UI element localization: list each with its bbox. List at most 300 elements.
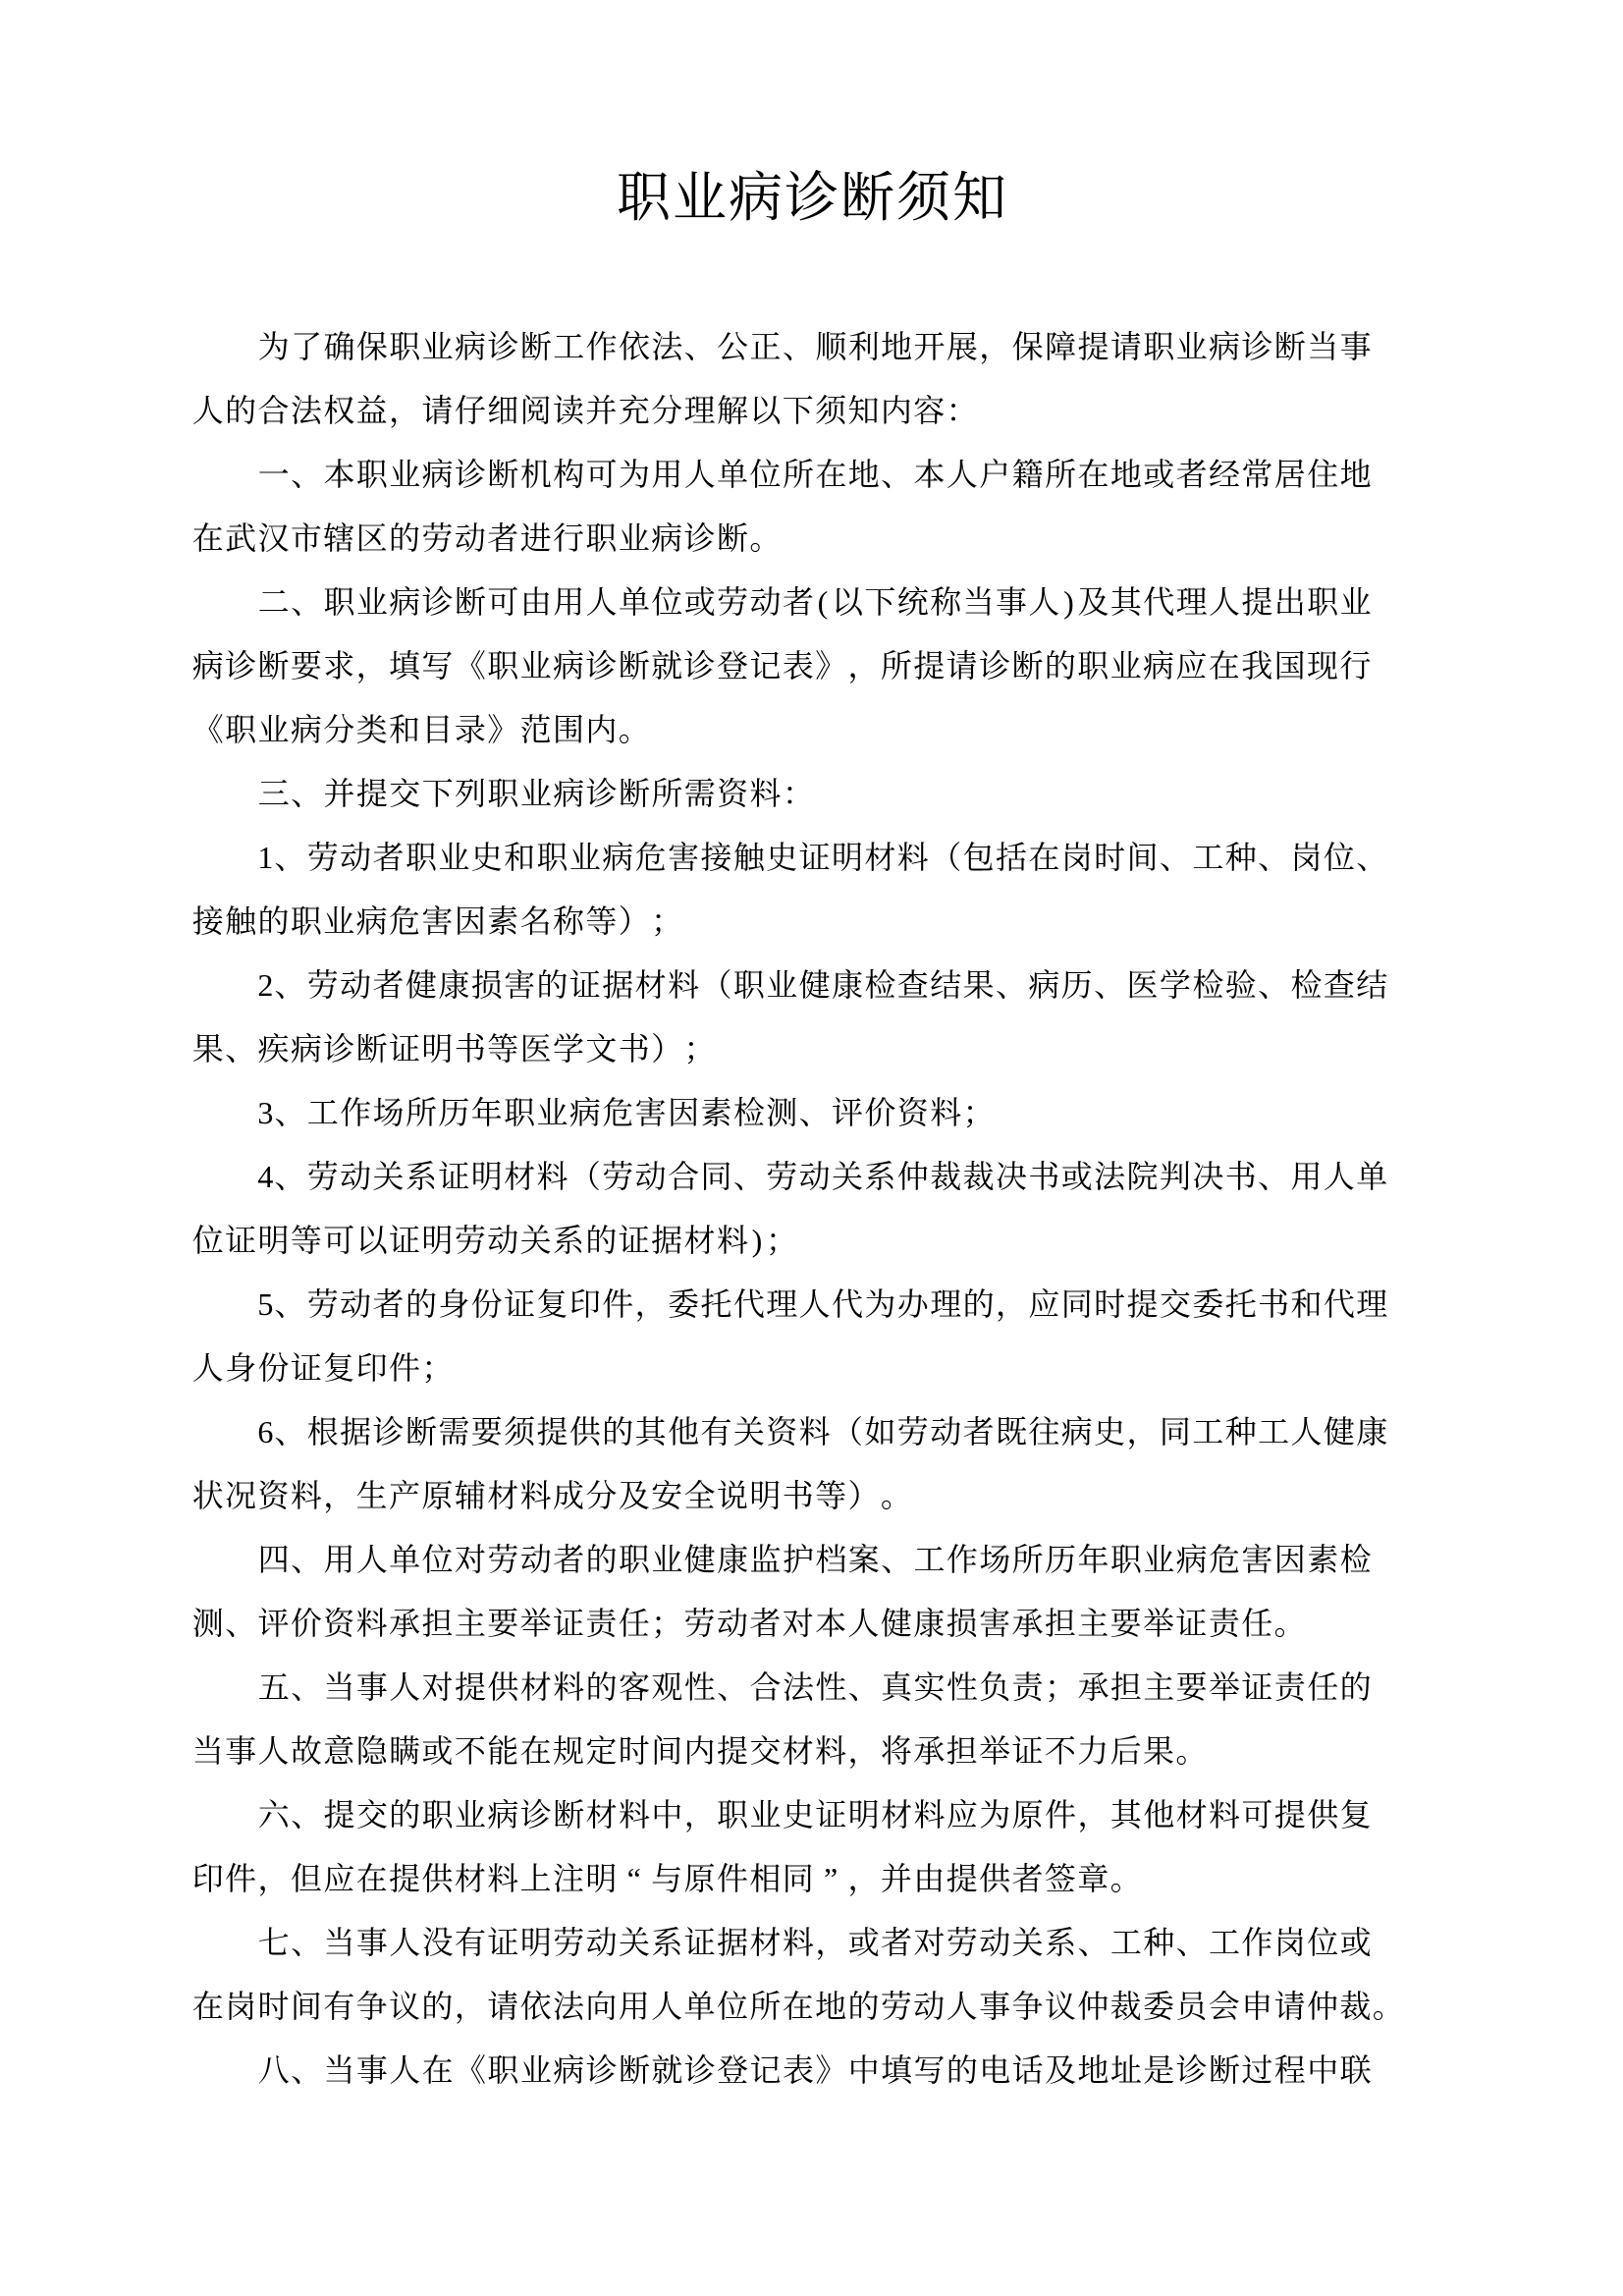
char-glyph: 仲 (896, 1159, 929, 1194)
char-glyph: 合 (257, 393, 290, 428)
char-glyph: 和 (389, 712, 421, 747)
char-glyph: 害 (634, 1095, 667, 1130)
char-glyph: 明 (421, 1223, 454, 1258)
text-line (191, 379, 1373, 443)
char-glyph: 者 (553, 1542, 585, 1577)
char-glyph: 据 (717, 1925, 749, 1960)
char-glyph: 劳 (421, 520, 454, 556)
char-glyph: ： (782, 776, 814, 811)
char-glyph: 业 (1175, 329, 1208, 364)
char-glyph: 请 (1273, 1989, 1306, 2024)
char-glyph: 是 (1143, 2052, 1175, 2088)
char-glyph: 全 (683, 1478, 716, 1513)
char-glyph: 2 (257, 967, 274, 1003)
char-glyph: 劳 (306, 1286, 339, 1322)
char-glyph: 、 (1258, 840, 1290, 875)
char-glyph: 资 (766, 1414, 798, 1449)
char-glyph: 在 (519, 1733, 552, 1769)
char-glyph: 当 (323, 1925, 355, 1960)
text-line (191, 1273, 1388, 1337)
char-glyph: 者 (749, 1606, 782, 1641)
char-glyph: 但 (290, 1861, 322, 1896)
char-glyph: 或 (421, 1733, 454, 1769)
char-glyph: 料 (519, 1478, 552, 1513)
char-glyph: 提 (1241, 584, 1273, 620)
char-glyph: 因 (668, 1095, 700, 1130)
char-glyph: 证 (798, 840, 831, 875)
char-glyph: 医 (519, 1031, 552, 1066)
char-glyph: ； (1045, 1669, 1077, 1705)
char-glyph: 关 (1011, 1925, 1044, 1960)
char-glyph: 印 (191, 1861, 224, 1896)
char-glyph: 提 (455, 1669, 487, 1705)
char-glyph: 和 (1290, 1286, 1323, 1322)
char-glyph: 》 (487, 712, 519, 747)
char-glyph: 作 (946, 1542, 978, 1577)
char-glyph: 户 (979, 457, 1011, 492)
char-glyph: 工 (553, 329, 585, 364)
char-glyph: 提 (536, 1414, 568, 1449)
char-glyph: 职 (536, 840, 568, 875)
char-glyph: 职 (1109, 1542, 1142, 1577)
char-glyph: 并 (585, 393, 618, 428)
text-line (191, 1337, 1373, 1400)
char-glyph: 辅 (454, 1478, 486, 1513)
char-glyph: 人 (191, 1350, 224, 1386)
char-glyph: 、 (798, 1095, 831, 1130)
char-glyph: 业 (519, 776, 552, 811)
char-glyph: 危 (389, 903, 421, 939)
char-glyph: 者 (782, 584, 814, 620)
char-glyph: 居 (1273, 457, 1306, 492)
char-glyph: 明 (585, 1861, 618, 1896)
text-line (191, 1145, 1388, 1209)
char-glyph: 用 (323, 1542, 355, 1577)
char-glyph: 在 (191, 520, 224, 556)
char-glyph: 。 (618, 712, 650, 747)
char-glyph: 评 (832, 1095, 864, 1130)
char-glyph: 规 (552, 1733, 584, 1769)
char-glyph: 、 (1159, 840, 1191, 875)
char-glyph: 请 (1109, 329, 1142, 364)
char-glyph: 劳 (717, 584, 749, 620)
char-glyph: 向 (585, 1989, 618, 2024)
char-glyph: 历 (438, 1095, 470, 1130)
char-glyph: 的 (389, 1797, 421, 1832)
char-glyph: 真 (881, 1669, 913, 1705)
char-glyph: 果 (191, 1031, 224, 1066)
char-glyph: 机 (519, 457, 552, 492)
char-glyph: 诊 (421, 584, 454, 620)
char-glyph: 人 (946, 1989, 978, 2024)
char-glyph: 诊 (683, 2052, 716, 2088)
char-glyph: 损 (946, 1606, 978, 1641)
char-glyph: 明 (847, 1797, 880, 1832)
char-glyph: 病 (1175, 1542, 1208, 1577)
char-glyph: 间 (290, 1989, 322, 2024)
char-glyph: 价 (290, 1606, 322, 1641)
char-glyph: 定 (585, 1733, 618, 1769)
char-glyph: 危 (1209, 1542, 1241, 1577)
char-glyph: 供 (568, 1414, 601, 1449)
char-glyph: 他 (668, 1414, 700, 1449)
char-glyph: 病 (728, 168, 783, 228)
char-glyph: 、 (274, 840, 306, 875)
char-glyph: 素 (487, 903, 519, 939)
char-glyph: 病 (290, 712, 322, 747)
char-glyph: 人 (191, 393, 224, 428)
char-glyph: 所 (782, 457, 814, 492)
char-glyph: 等 (815, 1478, 847, 1513)
char-glyph: 断 (716, 520, 748, 556)
char-glyph: 举 (979, 1733, 1011, 1769)
char-glyph: 了 (291, 329, 323, 364)
char-glyph: 合 (668, 1159, 700, 1194)
text-line (191, 1911, 1373, 1975)
char-glyph: 有 (455, 1925, 487, 1960)
char-glyph: ： (946, 393, 978, 428)
char-glyph: ； (962, 1095, 995, 1130)
char-glyph: 人 (651, 1989, 683, 2024)
char-glyph: 业 (438, 840, 470, 875)
char-glyph: 明 (421, 1031, 454, 1066)
char-glyph: 可 (323, 1223, 355, 1258)
char-glyph: 的 (225, 393, 257, 428)
char-glyph: 任 (618, 1606, 650, 1641)
text-line (191, 507, 1373, 571)
text-line (191, 1400, 1388, 1464)
char-glyph: 证 (225, 1223, 257, 1258)
char-glyph: 四 (257, 1542, 290, 1577)
char-glyph: 分 (323, 712, 355, 747)
char-glyph: 记 (749, 2052, 782, 2088)
char-glyph: ， (257, 1861, 290, 1896)
char-glyph: 其 (1109, 584, 1142, 620)
char-glyph: 、 (1077, 1925, 1109, 1960)
char-glyph: 劳 (306, 1159, 339, 1194)
char-glyph: 当 (323, 1669, 355, 1705)
char-glyph: 诊 (372, 1414, 405, 1449)
char-glyph: 明 (832, 840, 864, 875)
char-glyph: 书 (1224, 1159, 1257, 1194)
char-glyph: 、 (1258, 1159, 1290, 1194)
char-glyph: 价 (864, 1095, 896, 1130)
char-glyph: 的 (405, 1286, 437, 1322)
char-glyph: 的 (257, 903, 290, 939)
char-glyph: 知 (951, 168, 1006, 228)
char-glyph: 位 (421, 1542, 454, 1577)
char-glyph: 触 (225, 903, 257, 939)
char-glyph: 、 (225, 1031, 257, 1066)
char-glyph: 位 (716, 1989, 748, 2024)
char-glyph: 学 (1159, 967, 1191, 1003)
char-glyph: 益 (355, 393, 388, 428)
char-glyph: 时 (1094, 1286, 1126, 1322)
char-glyph: 业 (749, 1797, 782, 1832)
char-glyph: 断 (1011, 648, 1044, 683)
char-glyph: 仲 (1077, 1989, 1109, 2024)
char-glyph: 据 (651, 1223, 683, 1258)
char-glyph: 印 (355, 1350, 388, 1386)
char-glyph: 六 (257, 1797, 290, 1832)
char-glyph: 主 (1143, 1669, 1175, 1705)
char-glyph: （ (700, 967, 732, 1003)
char-glyph: 历 (1045, 1542, 1077, 1577)
text-line (191, 315, 1373, 379)
char-glyph: 劳 (487, 1542, 519, 1577)
char-glyph: 性 (683, 1669, 716, 1705)
char-glyph: 诊 (979, 648, 1011, 683)
char-glyph: 事 (225, 1733, 257, 1769)
char-glyph: 位 (1323, 840, 1355, 875)
char-glyph: 称 (552, 903, 584, 939)
char-glyph: 料 (355, 1606, 388, 1641)
char-glyph: 并 (880, 1861, 912, 1896)
char-glyph: 供 (487, 1669, 519, 1705)
char-glyph: 办 (896, 1286, 929, 1322)
char-glyph: 料 (1209, 1797, 1241, 1832)
char-glyph: 素 (700, 1095, 732, 1130)
char-glyph: 主 (1077, 1606, 1109, 1641)
char-glyph: 动 (585, 1925, 618, 1960)
char-glyph: 等 (290, 1223, 322, 1258)
text-line (191, 1847, 1373, 1911)
char-glyph: 者 (487, 520, 519, 556)
char-glyph: 断 (519, 329, 552, 364)
char-glyph: 法 (552, 1989, 584, 2024)
char-glyph: 职 (616, 168, 671, 228)
char-glyph: ) (751, 1223, 763, 1258)
char-glyph: “ (626, 1861, 641, 1896)
char-glyph: 须 (815, 393, 847, 428)
char-glyph: 和 (504, 840, 536, 875)
char-glyph: 正 (749, 329, 782, 364)
char-glyph: 七 (257, 1925, 290, 1960)
char-glyph: 同 (782, 1861, 814, 1896)
char-glyph: （ (832, 1414, 864, 1449)
char-glyph: 劳 (306, 840, 339, 875)
char-glyph: 业 (568, 840, 601, 875)
char-glyph: 承 (1077, 1669, 1109, 1705)
char-glyph: 资 (257, 1478, 290, 1513)
char-glyph: 料 (815, 1733, 847, 1769)
char-glyph: 所 (1011, 1542, 1044, 1577)
char-glyph: 有 (700, 1414, 732, 1449)
char-glyph: 举 (519, 1606, 552, 1641)
char-glyph: 裁 (930, 1159, 962, 1194)
char-glyph: 料 (913, 1797, 946, 1832)
char-glyph: 分 (585, 1478, 618, 1513)
char-glyph: 岗 (1060, 840, 1093, 875)
char-glyph: 对 (782, 1606, 814, 1641)
char-glyph: 目 (421, 712, 454, 747)
char-glyph: 由 (519, 584, 552, 620)
char-glyph: 岗 (225, 1989, 257, 2024)
char-glyph: 案 (847, 1542, 880, 1577)
char-glyph: 武 (225, 520, 257, 556)
char-glyph: 。 (1372, 1989, 1404, 2024)
char-glyph: 责 (1208, 1606, 1240, 1641)
char-glyph: 况 (225, 1478, 257, 1513)
char-glyph: 意 (323, 1733, 355, 1769)
char-glyph: 查 (896, 967, 929, 1003)
char-glyph: 裁 (962, 1159, 995, 1194)
char-glyph: 二 (257, 584, 290, 620)
char-glyph: 其 (634, 1414, 667, 1449)
char-glyph: ， (847, 1733, 880, 1769)
char-glyph: 劳 (306, 967, 339, 1003)
char-glyph: 。 (1273, 1606, 1306, 1641)
char-glyph: 职 (618, 1542, 650, 1577)
char-glyph: 业 (355, 584, 388, 620)
char-glyph: 病 (487, 1797, 519, 1832)
char-glyph: 原 (1011, 1797, 1044, 1832)
char-glyph: 、 (291, 1669, 323, 1705)
char-glyph: 内 (683, 1733, 716, 1769)
char-glyph: 在 (815, 457, 847, 492)
char-glyph: 动 (340, 840, 372, 875)
char-glyph: 、 (274, 1159, 306, 1194)
char-glyph: 危 (602, 1095, 634, 1130)
char-glyph: 件 (716, 1861, 748, 1896)
char-glyph: 利 (847, 329, 880, 364)
char-glyph: （ (568, 1159, 601, 1194)
char-glyph: 提 (1126, 1286, 1159, 1322)
char-glyph: 材 (519, 1669, 552, 1705)
char-glyph: 职 (717, 1797, 749, 1832)
char-glyph: 任 (1241, 1606, 1273, 1641)
char-glyph: 历 (1060, 967, 1093, 1003)
char-glyph: 、 (881, 1542, 913, 1577)
char-glyph: ， (815, 1925, 847, 1960)
char-glyph: 求 (323, 648, 355, 683)
char-glyph: 病 (1028, 967, 1060, 1003)
char-glyph: 料 (798, 1414, 831, 1449)
char-glyph: 动 (749, 584, 782, 620)
char-glyph: 动 (454, 520, 486, 556)
char-glyph: 证 (815, 1797, 847, 1832)
char-glyph: 生 (355, 1478, 388, 1513)
char-glyph: 与 (651, 1861, 683, 1896)
char-glyph: 请 (487, 1989, 519, 2024)
char-glyph: 等 (585, 903, 618, 939)
char-glyph: 区 (355, 520, 388, 556)
char-glyph: 联 (1339, 2052, 1372, 2088)
char-glyph: 可 (1241, 1797, 1273, 1832)
char-glyph: 害 (1241, 1542, 1273, 1577)
char-glyph: 关 (618, 1925, 650, 1960)
char-glyph: 及 (1077, 584, 1109, 620)
char-glyph: 提 (323, 1797, 355, 1832)
char-glyph: 业 (389, 457, 421, 492)
char-glyph: ， (979, 329, 1011, 364)
char-glyph: 同 (1159, 1414, 1191, 1449)
char-glyph: 由 (913, 1861, 946, 1896)
char-glyph: 事 (979, 1989, 1011, 2024)
char-glyph: 籍 (1011, 457, 1044, 492)
char-glyph: 隐 (355, 1733, 388, 1769)
char-glyph: 害 (421, 903, 454, 939)
char-glyph: 成 (552, 1478, 584, 1513)
char-glyph: 担 (421, 1606, 454, 1641)
char-glyph: 承 (1011, 1606, 1044, 1641)
char-glyph: 客 (618, 1669, 650, 1705)
char-glyph: 件 (389, 1350, 421, 1386)
char-glyph: 诊 (323, 1031, 355, 1066)
char-glyph: 者 (372, 1286, 405, 1322)
char-glyph: ） (847, 1478, 880, 1513)
char-glyph: 。 (1109, 1861, 1142, 1896)
char-glyph: 或 (1060, 1159, 1093, 1194)
char-glyph: 动 (519, 1542, 552, 1577)
text-line (191, 571, 1373, 634)
char-glyph: 身 (438, 1286, 470, 1322)
text-line (191, 1017, 1373, 1081)
char-glyph: 身 (225, 1350, 257, 1386)
char-glyph: 检 (732, 1095, 765, 1130)
char-glyph: 构 (553, 457, 585, 492)
char-glyph: 在 (421, 2052, 454, 2088)
char-glyph: 的 (962, 1286, 995, 1322)
char-glyph: 或 (683, 584, 716, 620)
char-glyph: 事 (1339, 329, 1372, 364)
char-glyph: 史 (470, 840, 503, 875)
char-glyph: 判 (1159, 1159, 1191, 1194)
char-glyph: 结 (930, 967, 962, 1003)
char-glyph: 用 (651, 457, 683, 492)
char-glyph: 人 (389, 1925, 421, 1960)
char-glyph: 康 (1356, 1414, 1388, 1449)
char-glyph: 人 (389, 1669, 421, 1705)
char-glyph: 诊 (683, 648, 716, 683)
char-glyph: 业 (766, 967, 798, 1003)
char-glyph: 业 (323, 903, 355, 939)
char-glyph: 瞒 (389, 1733, 421, 1769)
char-glyph: 提 (913, 648, 946, 683)
text-line (191, 826, 1388, 890)
char-glyph: 明 (749, 1478, 782, 1513)
char-glyph: 填 (881, 2052, 913, 2088)
char-glyph: ( (817, 584, 829, 620)
char-glyph: 充 (618, 393, 650, 428)
char-glyph: 果 (1143, 1733, 1175, 1769)
char-glyph: 业 (257, 712, 290, 747)
char-glyph: 所 (405, 1095, 437, 1130)
char-glyph: 病 (651, 520, 683, 556)
char-glyph: 的 (536, 967, 568, 1003)
char-glyph: （ (930, 840, 962, 875)
char-glyph: 业 (455, 1797, 487, 1832)
char-glyph: 辖 (323, 520, 355, 556)
char-glyph: 单 (618, 584, 650, 620)
char-glyph: 应 (946, 1797, 978, 1832)
char-glyph: 学 (552, 1031, 584, 1066)
char-glyph: 病 (455, 329, 487, 364)
char-glyph: 动 (340, 1286, 372, 1322)
char-glyph: 列 (455, 776, 487, 811)
char-glyph: ） (618, 903, 650, 939)
char-glyph: 诊 (585, 776, 618, 811)
char-glyph: 医 (1126, 967, 1159, 1003)
char-glyph: 行 (552, 520, 584, 556)
text-line (191, 1592, 1373, 1656)
char-glyph: 、 (782, 329, 814, 364)
char-glyph: 资 (896, 1095, 929, 1130)
char-glyph: 所 (1045, 457, 1077, 492)
char-glyph: 材 (782, 1733, 814, 1769)
char-glyph: 害 (979, 1606, 1011, 1641)
char-glyph: 、 (225, 1606, 257, 1641)
